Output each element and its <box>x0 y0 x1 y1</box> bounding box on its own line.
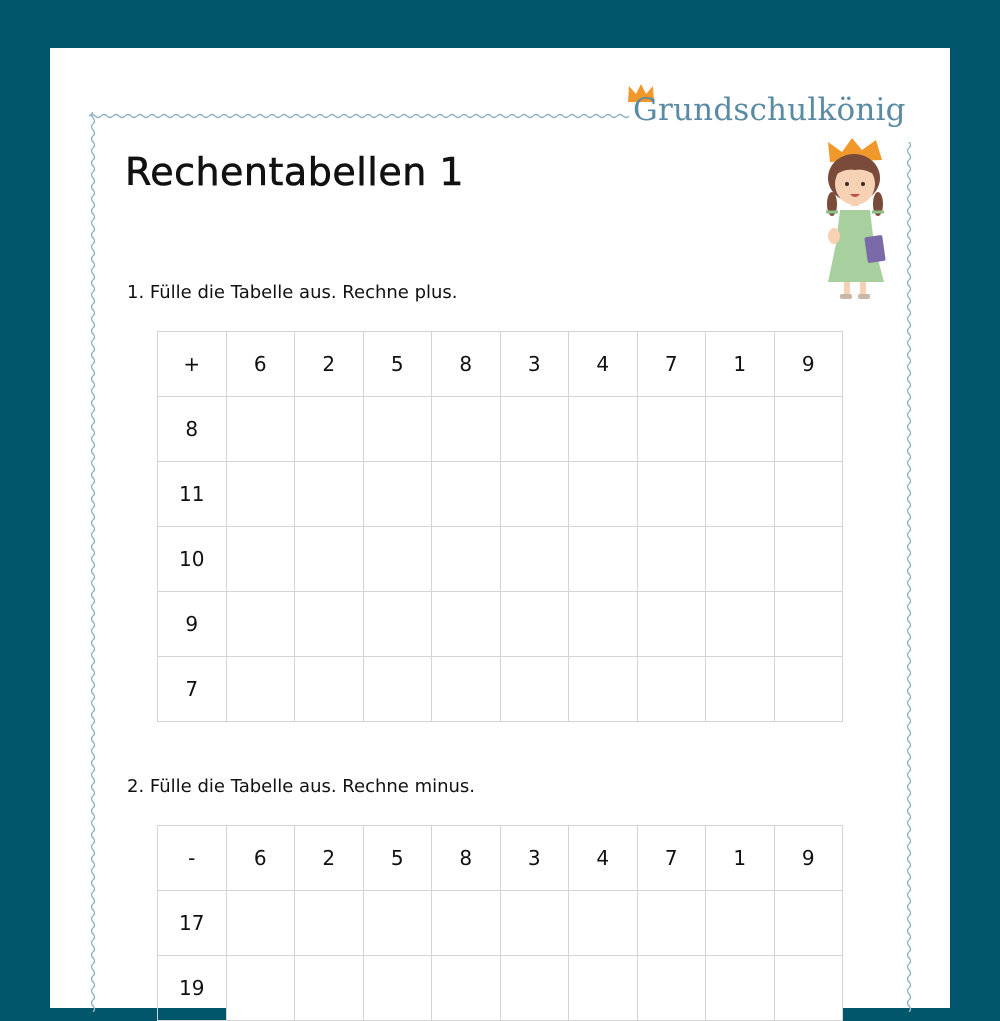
column-header: 4 <box>569 826 638 891</box>
row-header: 11 <box>158 462 227 527</box>
answer-cell[interactable] <box>706 592 775 657</box>
answer-cell[interactable] <box>295 462 364 527</box>
task-2-instruction: 2. Fülle die Tabelle aus. Rechne minus. <box>127 776 476 797</box>
task-1-instruction: 1. Fülle die Tabelle aus. Rechne plus. <box>127 282 458 303</box>
column-header: 5 <box>363 332 432 397</box>
table-header-row <box>158 332 843 397</box>
answer-cell[interactable] <box>226 592 295 657</box>
answer-cell[interactable] <box>432 462 501 527</box>
answer-cell[interactable] <box>637 891 706 956</box>
column-header: 9 <box>774 826 843 891</box>
answer-cell[interactable] <box>500 397 569 462</box>
column-header: 6 <box>226 332 295 397</box>
column-header: 8 <box>432 332 501 397</box>
answer-cell[interactable] <box>295 527 364 592</box>
operator-cell: - <box>158 826 227 891</box>
answer-cell[interactable] <box>363 956 432 1021</box>
row-header: 17 <box>158 891 227 956</box>
answer-cell[interactable] <box>500 657 569 722</box>
answer-cell[interactable] <box>569 657 638 722</box>
answer-cell[interactable] <box>569 592 638 657</box>
answer-cell[interactable] <box>500 956 569 1021</box>
answer-cell[interactable] <box>774 397 843 462</box>
column-header: 2 <box>295 826 364 891</box>
answer-cell[interactable] <box>637 397 706 462</box>
row-header: 7 <box>158 657 227 722</box>
answer-cell[interactable] <box>226 956 295 1021</box>
answer-cell[interactable] <box>226 657 295 722</box>
answer-cell[interactable] <box>295 891 364 956</box>
answer-cell[interactable] <box>569 527 638 592</box>
answer-cell[interactable] <box>637 527 706 592</box>
answer-cell[interactable] <box>295 397 364 462</box>
answer-cell[interactable] <box>432 956 501 1021</box>
column-header: 7 <box>637 826 706 891</box>
answer-cell[interactable] <box>295 657 364 722</box>
column-header: 9 <box>774 332 843 397</box>
answer-cell[interactable] <box>569 462 638 527</box>
answer-cell[interactable] <box>432 592 501 657</box>
column-header: 5 <box>363 826 432 891</box>
answer-cell[interactable] <box>637 657 706 722</box>
answer-cell[interactable] <box>500 527 569 592</box>
answer-cell[interactable] <box>226 462 295 527</box>
column-header: 3 <box>500 826 569 891</box>
girl-with-crown-illustration <box>822 136 902 304</box>
answer-cell[interactable] <box>226 397 295 462</box>
answer-cell[interactable] <box>569 397 638 462</box>
answer-cell[interactable] <box>706 527 775 592</box>
answer-cell[interactable] <box>706 657 775 722</box>
column-header: 3 <box>500 332 569 397</box>
answer-cell[interactable] <box>363 891 432 956</box>
answer-cell[interactable] <box>706 956 775 1021</box>
column-header: 6 <box>226 826 295 891</box>
answer-cell[interactable] <box>500 592 569 657</box>
answer-cell[interactable] <box>774 956 843 1021</box>
column-header: 1 <box>706 332 775 397</box>
grundschulkoenig-logo <box>630 88 920 138</box>
table-header-row <box>158 826 843 891</box>
column-header: 1 <box>706 826 775 891</box>
answer-cell[interactable] <box>569 956 638 1021</box>
addition-table <box>157 331 843 722</box>
table-row <box>158 956 843 1021</box>
answer-cell[interactable] <box>774 592 843 657</box>
answer-cell[interactable] <box>363 657 432 722</box>
answer-cell[interactable] <box>226 891 295 956</box>
row-header: 19 <box>158 956 227 1021</box>
answer-cell[interactable] <box>569 891 638 956</box>
answer-cell[interactable] <box>637 462 706 527</box>
row-header: 8 <box>158 397 227 462</box>
row-header: 9 <box>158 592 227 657</box>
logo-text: Grundschulkönig <box>633 92 906 128</box>
column-header: 7 <box>637 332 706 397</box>
column-header: 8 <box>432 826 501 891</box>
answer-cell[interactable] <box>774 462 843 527</box>
table-row <box>158 527 843 592</box>
subtraction-table <box>157 825 843 1021</box>
answer-cell[interactable] <box>363 462 432 527</box>
answer-cell[interactable] <box>774 657 843 722</box>
answer-cell[interactable] <box>432 657 501 722</box>
answer-cell[interactable] <box>363 397 432 462</box>
worksheet-title: Rechentabellen 1 <box>125 150 465 194</box>
answer-cell[interactable] <box>637 592 706 657</box>
answer-cell[interactable] <box>363 592 432 657</box>
table-row <box>158 462 843 527</box>
answer-cell[interactable] <box>500 891 569 956</box>
column-header: 4 <box>569 332 638 397</box>
answer-cell[interactable] <box>432 527 501 592</box>
answer-cell[interactable] <box>295 956 364 1021</box>
answer-cell[interactable] <box>774 527 843 592</box>
answer-cell[interactable] <box>706 397 775 462</box>
answer-cell[interactable] <box>706 891 775 956</box>
answer-cell[interactable] <box>706 462 775 527</box>
row-header: 10 <box>158 527 227 592</box>
table-row <box>158 397 843 462</box>
answer-cell[interactable] <box>774 891 843 956</box>
answer-cell[interactable] <box>295 592 364 657</box>
answer-cell[interactable] <box>432 397 501 462</box>
answer-cell[interactable] <box>432 891 501 956</box>
answer-cell[interactable] <box>637 956 706 1021</box>
answer-cell[interactable] <box>363 527 432 592</box>
answer-cell[interactable] <box>226 527 295 592</box>
column-header: 2 <box>295 332 364 397</box>
table-row <box>158 592 843 657</box>
table-row <box>158 891 843 956</box>
table-row <box>158 657 843 722</box>
operator-cell: + <box>158 332 227 397</box>
answer-cell[interactable] <box>500 462 569 527</box>
